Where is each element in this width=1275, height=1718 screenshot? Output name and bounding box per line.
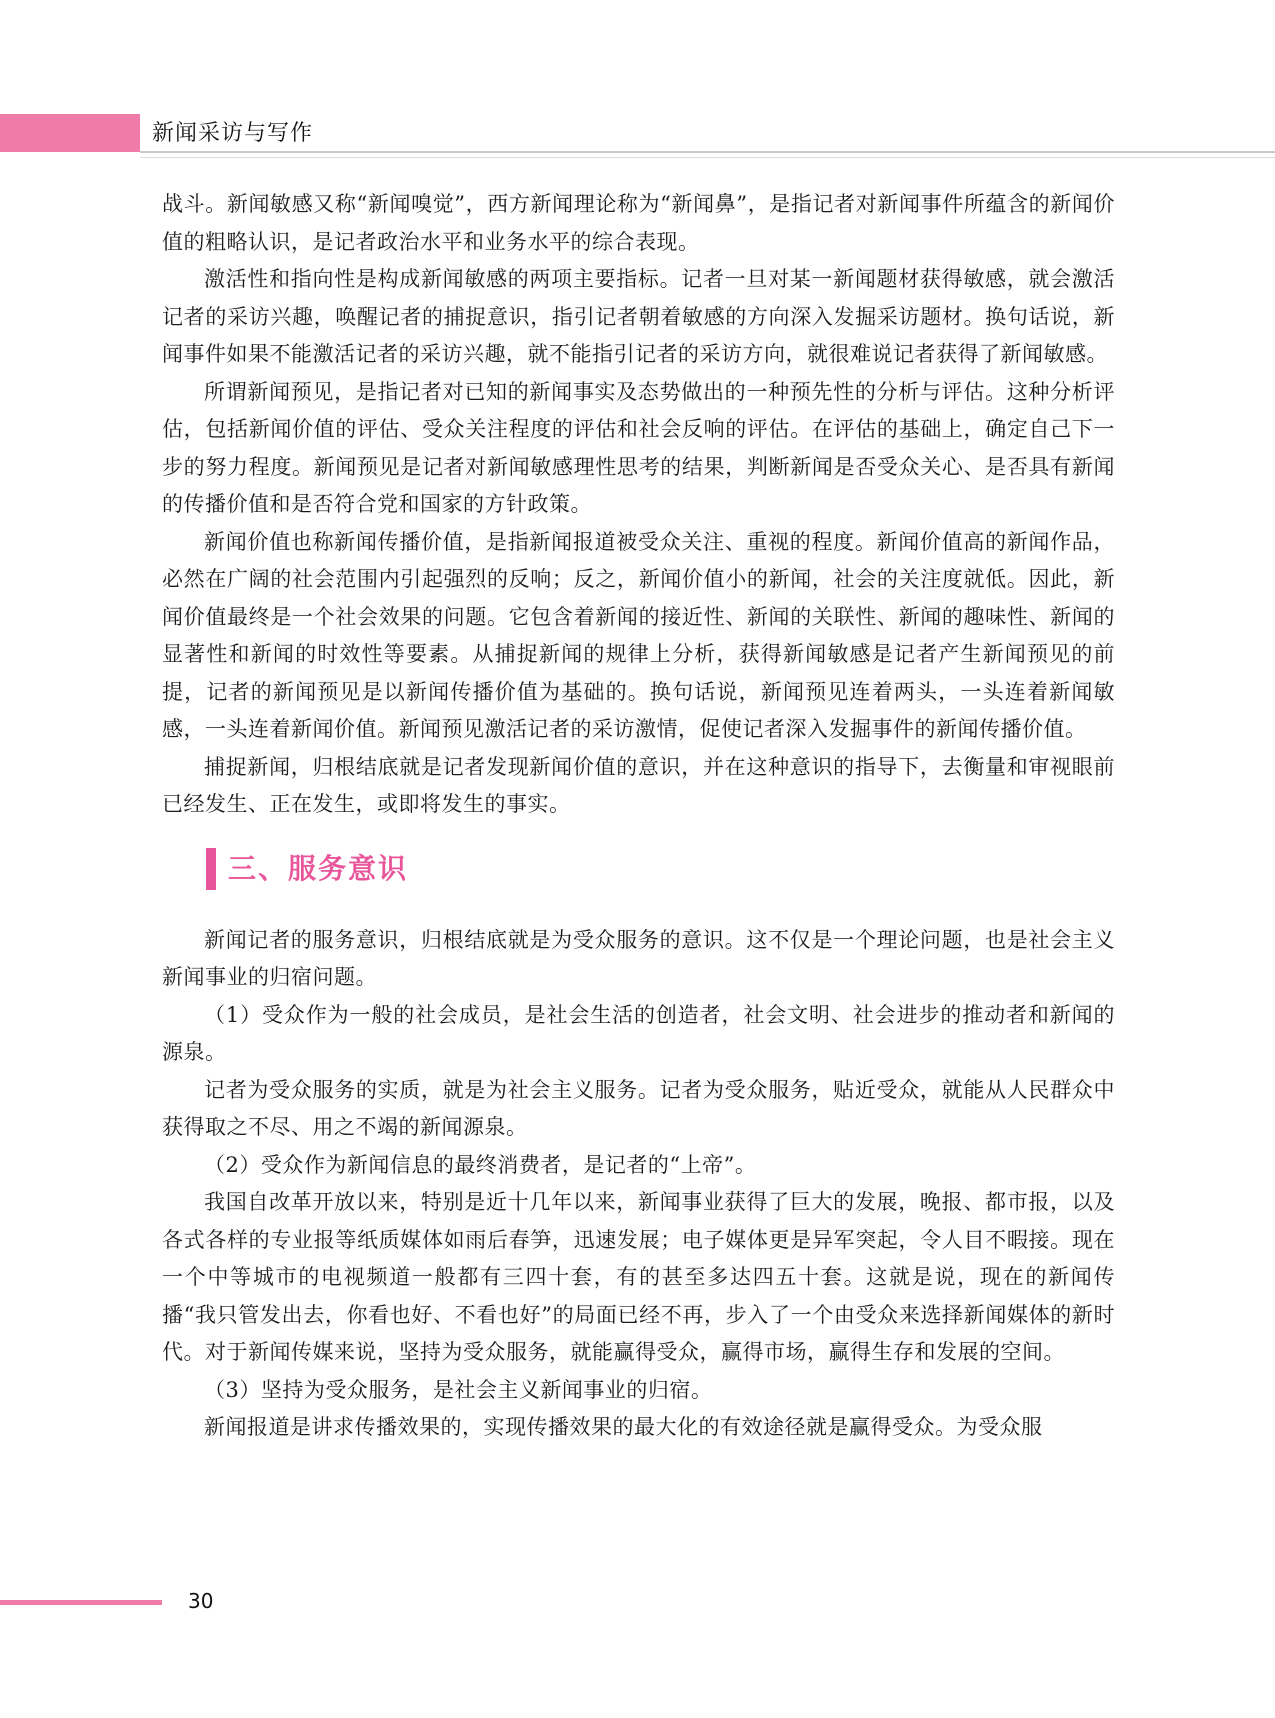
section-heading — [206, 846, 1115, 892]
numbered-paragraph: （2）受众作为新闻信息的最终消费者，是记者的“上帝”。 — [204, 1152, 757, 1177]
header-rule — [140, 151, 1275, 153]
paragraph: 所谓新闻预见，是指记者对已知的新闻事实及态势做出的一种预先性的分析与评估。这种分析评估，包括新闻价值的评估、受众关注程度的评估和社会反响的评估。在评估的基础上，确定自己下一步的努力程度。新闻预见是记者对新闻敏感理性思考的结果，判断新闻是否受众关心、是否具有新闻的传播价值和是否符合党和国家的方针政策。 — [162, 379, 1115, 516]
section-heading-bar — [206, 848, 216, 890]
paragraph-continued: 战斗。新闻敏感又称“新闻嗅觉”，西方新闻理论称为“新闻鼻”，是指记者对新闻事件所蕴含的新闻价值的粗略认识，是记者政治水平和业务水平的综合表现。 — [162, 192, 1115, 254]
paragraph: 我国自改革开放以来，特别是近十几年以来，新闻事业获得了巨大的发展，晚报、都市报，以及各式各样的专业报等纸质媒体如雨后春笋，迅速发展；电子媒体更是异军突起，令人目不暇接。现在一个中等城市的电视频道一般都有三四十套，有的甚至多达四五十套。这就是说，现在的新闻传播“我只管发出去，你看也好、不看也好”的局面已经不再，步入了一个由受众来选择新闻媒体的新时代。对于新闻传媒来说，坚持为受众服务，就能赢得受众，赢得市场，赢得生存和发展的空间。 — [162, 1190, 1115, 1364]
paragraph: 新闻价值也称新闻传播价值，是指新闻报道被受众关注、重视的程度。新闻价值高的新闻作品，必然在广阔的社会范围内引起强烈的反响；反之，新闻价值小的新闻，社会的关注度就低。因此，新闻价值最终是一个社会效果的问题。它包含着新闻的接近性、新闻的关联性、新闻的趣味性、新闻的显著性和新闻的时效性等要素。从捕捉新闻的规律上分析，获得新闻敏感是记者产生新闻预见的前提，记者的新闻预见是以新闻传播价值为基础的。换句话说，新闻预见连着两头，一头连着新闻敏感，一头连着新闻价值。新闻预见激活记者的采访激情，促使记者深入发掘事件的新闻传播价值。 — [162, 529, 1115, 741]
paragraph: 激活性和指向性是构成新闻敏感的两项主要指标。记者一旦对某一新闻题材获得敏感，就会激活记者的采访兴趣，唤醒记者的捕捉意识，指引记者朝着敏感的方向深入发掘采访题材。换句话说，新闻事件如果不能激活记者的采访兴趣，就不能指引记者的采访方向，就很难说记者获得了新闻敏感。 — [162, 267, 1115, 366]
paragraph: 新闻报道是讲求传播效果的，实现传播效果的最大化的有效途径就是赢得受众。为受众服 — [204, 1415, 1043, 1439]
page-body — [162, 186, 1115, 1447]
header-rule-thin — [140, 157, 1275, 158]
header-accent-bar — [0, 114, 140, 152]
section-title: 三、服务意识 — [228, 851, 409, 885]
numbered-paragraph: （1）受众作为一般的社会成员，是社会生活的创造者，社会文明、社会进步的推动者和新闻的源泉。 — [162, 1002, 1115, 1064]
page-number: 30 — [188, 1589, 214, 1613]
paragraph: 记者为受众服务的实质，就是为社会主义服务。记者为受众服务，贴近受众，就能从人民群众中获得取之不尽、用之不竭的新闻源泉。 — [162, 1077, 1115, 1139]
paragraph: 新闻记者的服务意识，归根结底就是为受众服务的意识。这不仅是一个理论问题，也是社会主义新闻事业的归宿问题。 — [162, 927, 1115, 989]
paragraph: 捕捉新闻，归根结底就是记者发现新闻价值的意识，并在这种意识的指导下，去衡量和审视眼前已经发生、正在发生，或即将发生的事实。 — [162, 754, 1115, 816]
numbered-paragraph: （3）坚持为受众服务，是社会主义新闻事业的归宿。 — [204, 1377, 713, 1402]
running-header-title: 新闻采访与写作 — [152, 121, 314, 146]
footer-accent-line — [0, 1600, 162, 1605]
